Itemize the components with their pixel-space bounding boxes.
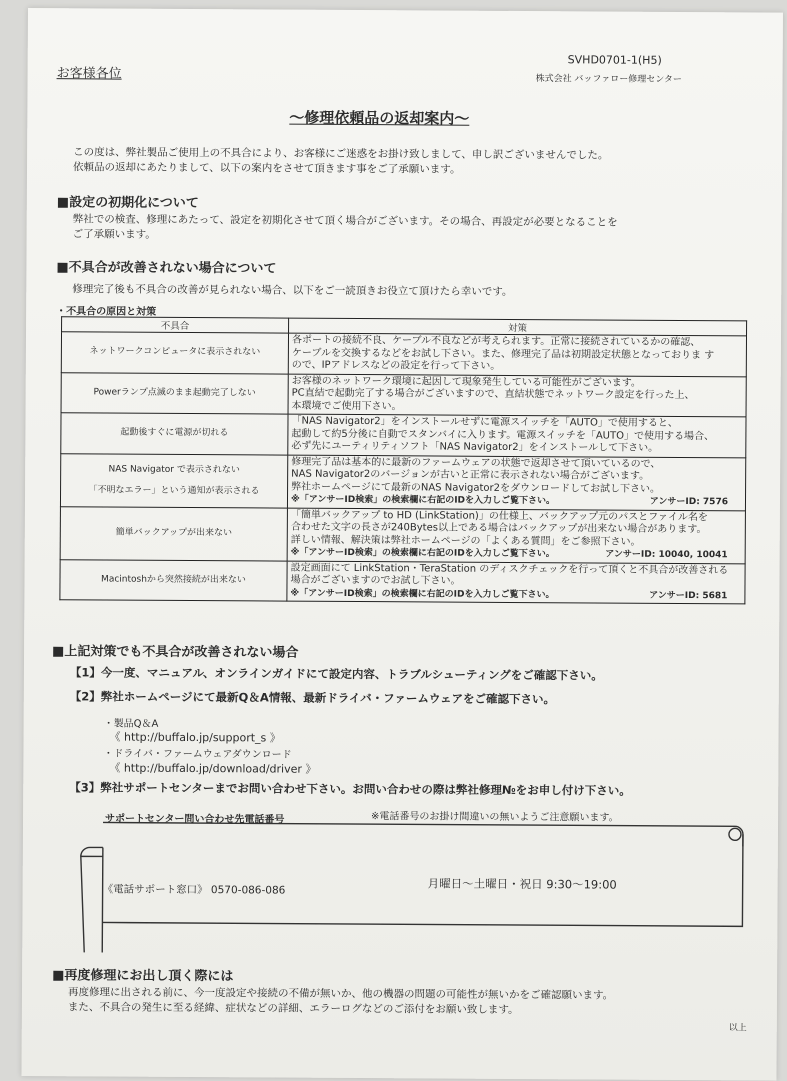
customer-salutation: お客様各位	[56, 66, 122, 82]
table-heading: ・不具合の原因と対策	[56, 306, 157, 318]
document-page	[21, 8, 783, 1081]
cause-text: Powerランプ点滅のまま起動完了しない	[93, 387, 256, 399]
intro-text	[73, 145, 608, 178]
cause-text: 「不明なエラー」という通知が表示される	[88, 484, 260, 496]
step-2: 【2】弊社ホームページにて最新Q＆A情報、最新ドライバ・ファームウェアをご確認下さい。	[69, 689, 556, 707]
phone-window: 《電話サポート窓口》 0570-086-086	[102, 883, 286, 897]
table-row	[60, 559, 745, 604]
download-url-link[interactable]: 《 http://buffalo.jp/download/driver 》	[109, 761, 317, 776]
document-id: SVHD0701-1(H5)	[567, 53, 662, 67]
fix-text: 各ポートの接続不良、ケーブル不良などが考えられます。正常に接続されているかの確認、	[291, 334, 701, 349]
qa-url-link[interactable]: 《 http://buffalo.jp/support_s 》	[109, 730, 281, 745]
table-row	[61, 413, 746, 458]
end-mark: 以上	[728, 1023, 747, 1034]
fix-text: 本環境でご使用下さい。	[291, 400, 402, 412]
body-line: 再度修理に出される前に、今一度設定や接続の不備が無いか、他の機器の問題の可能性が無いかをご確認願います。	[67, 986, 614, 1002]
answer-note: ※「アンサーID検索」の検索欄に右記のIDを入力しご覧下さい。	[290, 494, 556, 507]
fix-text: 設定画面にて LinkStation・TeraStation のディスクチェックを行って頂くと不具合が改善される	[290, 562, 729, 576]
answer-note: ※「アンサーID検索」の検索欄に右記のIDを入力しご覧下さい。	[290, 547, 555, 560]
fix-cell	[287, 508, 745, 564]
cause-text: 簡単バックアップが出来ない	[115, 527, 233, 539]
fix-text: 「NAS Navigator2」をインストールせずに電源スイッチを「AUTO」で使用すると、	[291, 415, 678, 429]
answer-id-row	[291, 547, 742, 562]
section-heading-init: ■設定の初期化について	[56, 195, 199, 212]
fix-text: 弊社ホームページにて最新のNAS Navigator2をダウンロードしてお試し下さい。	[291, 481, 661, 495]
intro-line: 依頼品の返却にあたりまして、以下の案内をさせて頂きます事をご了承願います。	[72, 161, 461, 176]
fix-text: 必ず先にユーティリティソフト「NAS Navigator2」をインストールして下さい。	[291, 440, 659, 454]
cause-cell	[61, 413, 288, 455]
cause-text: NAS Navigator で表示されない	[108, 464, 240, 475]
section-heading-still: ■上記対策でも不具合が改善されない場合	[52, 644, 299, 661]
fix-text: 詳しい情報、解決策は弊社ホームページの「よくある質問」をご参照下さい。	[290, 534, 641, 548]
cause-cell	[60, 559, 287, 601]
table-row	[60, 453, 745, 510]
table-row	[60, 506, 745, 563]
answer-id: アンサーID: 7576	[649, 496, 729, 508]
intro-line: この度は、弊社製品ご使用上の不具合により、お客様にご迷惑をお掛け致しまして、申し訳ございませんでした。	[73, 146, 609, 162]
section-heading-unresolved: ■不具合が改善されない場合について	[56, 260, 277, 277]
fix-text: 修理完了品は基本的に最新のファームウェアの状態で返却させて頂いているので、	[291, 456, 661, 470]
fix-cell	[288, 374, 746, 417]
fix-text: ので、IPアドレスなどの設定を行って下さい。	[291, 359, 501, 372]
section-body-repair	[68, 985, 613, 1018]
tel-label: サポートセンター問い合わせ先電話番号	[105, 813, 285, 826]
cause-cell	[61, 372, 288, 414]
fix-text: 起動して約5分後に自動でスタンバイに入ります。電源スイッチを「AUTO」で使用する場合、	[291, 428, 715, 442]
answer-id: アンサーID: 5681	[649, 590, 728, 601]
step-1: 【1】今一度、マニュアル、オンラインガイドにて設定内容、トラブルシューティングをご確認下さい。	[69, 665, 603, 683]
column-header-fix: 対策	[289, 318, 747, 336]
answer-note: ※「アンサーID検索」の検索欄に右記のIDを入力しご覧下さい。	[290, 588, 555, 600]
section-heading-repair: ■再度修理にお出し頂く際には	[52, 968, 234, 985]
body-line: 弊社での検査、修理にあたって、設定を初期化させて頂く場合がございます。その場合、再設定が必要となることを	[72, 213, 618, 229]
section-body-unresolved: 修理完了後も不具合の改善が見られない場合、以下をご一読頂きお役立て頂けたら幸いです。	[72, 283, 513, 298]
cause-text: Macintoshから突然接続が出来ない	[101, 574, 246, 586]
company-name: 株式会社 バッファロー修理センター	[535, 74, 682, 85]
cause-cell	[60, 506, 287, 560]
section-body-init	[73, 212, 618, 245]
tel-note: ※電話番号のお掛け間違いの無いようご注意願います。	[371, 811, 619, 824]
column-header-cause: 不具合	[62, 317, 289, 333]
download-label: ・ドライバ・ファームウェアダウンロード	[103, 748, 292, 761]
fix-text: お客様のネットワーク環境に起因して現象発生している可能性がございます。	[291, 375, 641, 389]
fix-cell	[288, 333, 746, 376]
cause-cell	[61, 332, 288, 374]
support-hours: 月曜日～土曜日・祝日 9:30～19:00	[427, 876, 617, 892]
table-row	[61, 332, 746, 377]
body-line: また、不具合の発生に至る経緯、症状などの詳細、エラーログなどのご添付をお願い致します。	[67, 1001, 519, 1017]
fix-text: PC直結で起動完了する場合がございますので、直結状態でネットワーク設定を行った上、	[291, 387, 695, 402]
fix-text: 「簡単バックアップ to HD (LinkStation)」の仕様上、バックアップ元のパスとファイル名を	[290, 509, 708, 523]
cause-text: ネットワークコンピュータに表示されない	[89, 346, 261, 358]
body-line: ご了承願います。	[72, 228, 156, 241]
fix-text: 合わせた文字の長さが240Bytes以上である場合はバックアップが出来ない場合があります。	[290, 521, 707, 536]
fix-text: 場合がございますのでお試し下さい。	[290, 574, 461, 587]
fix-cell	[288, 414, 746, 457]
page-title: ～修理依頼品の返却案内～	[289, 108, 470, 128]
qa-label: ・製品Q＆A	[103, 718, 159, 730]
answer-id: アンサーID: 10040, 10041	[605, 549, 728, 561]
step-3: 【3】弊社サポートセンターまでお問い合わせ下さい。お問い合わせの際は弊社修理№をお申し付け下さい。	[69, 780, 631, 798]
cause-text: 起動後すぐに電源が切れる	[120, 427, 229, 439]
cause-cell	[60, 453, 287, 507]
fix-text: NAS Navigator2のバージョンが古いと正常に表示されない場合がございます。	[291, 468, 650, 482]
answer-id-row	[290, 587, 741, 602]
fix-cell	[287, 455, 745, 511]
answer-id-row	[291, 494, 742, 509]
trouble-table	[59, 316, 747, 604]
table-row	[61, 372, 746, 417]
fix-cell	[287, 561, 745, 604]
fix-text: ケーブルを交換するなどをお試し下さい。また、修理完了品は初期設定状態となっておりま す	[291, 347, 715, 361]
